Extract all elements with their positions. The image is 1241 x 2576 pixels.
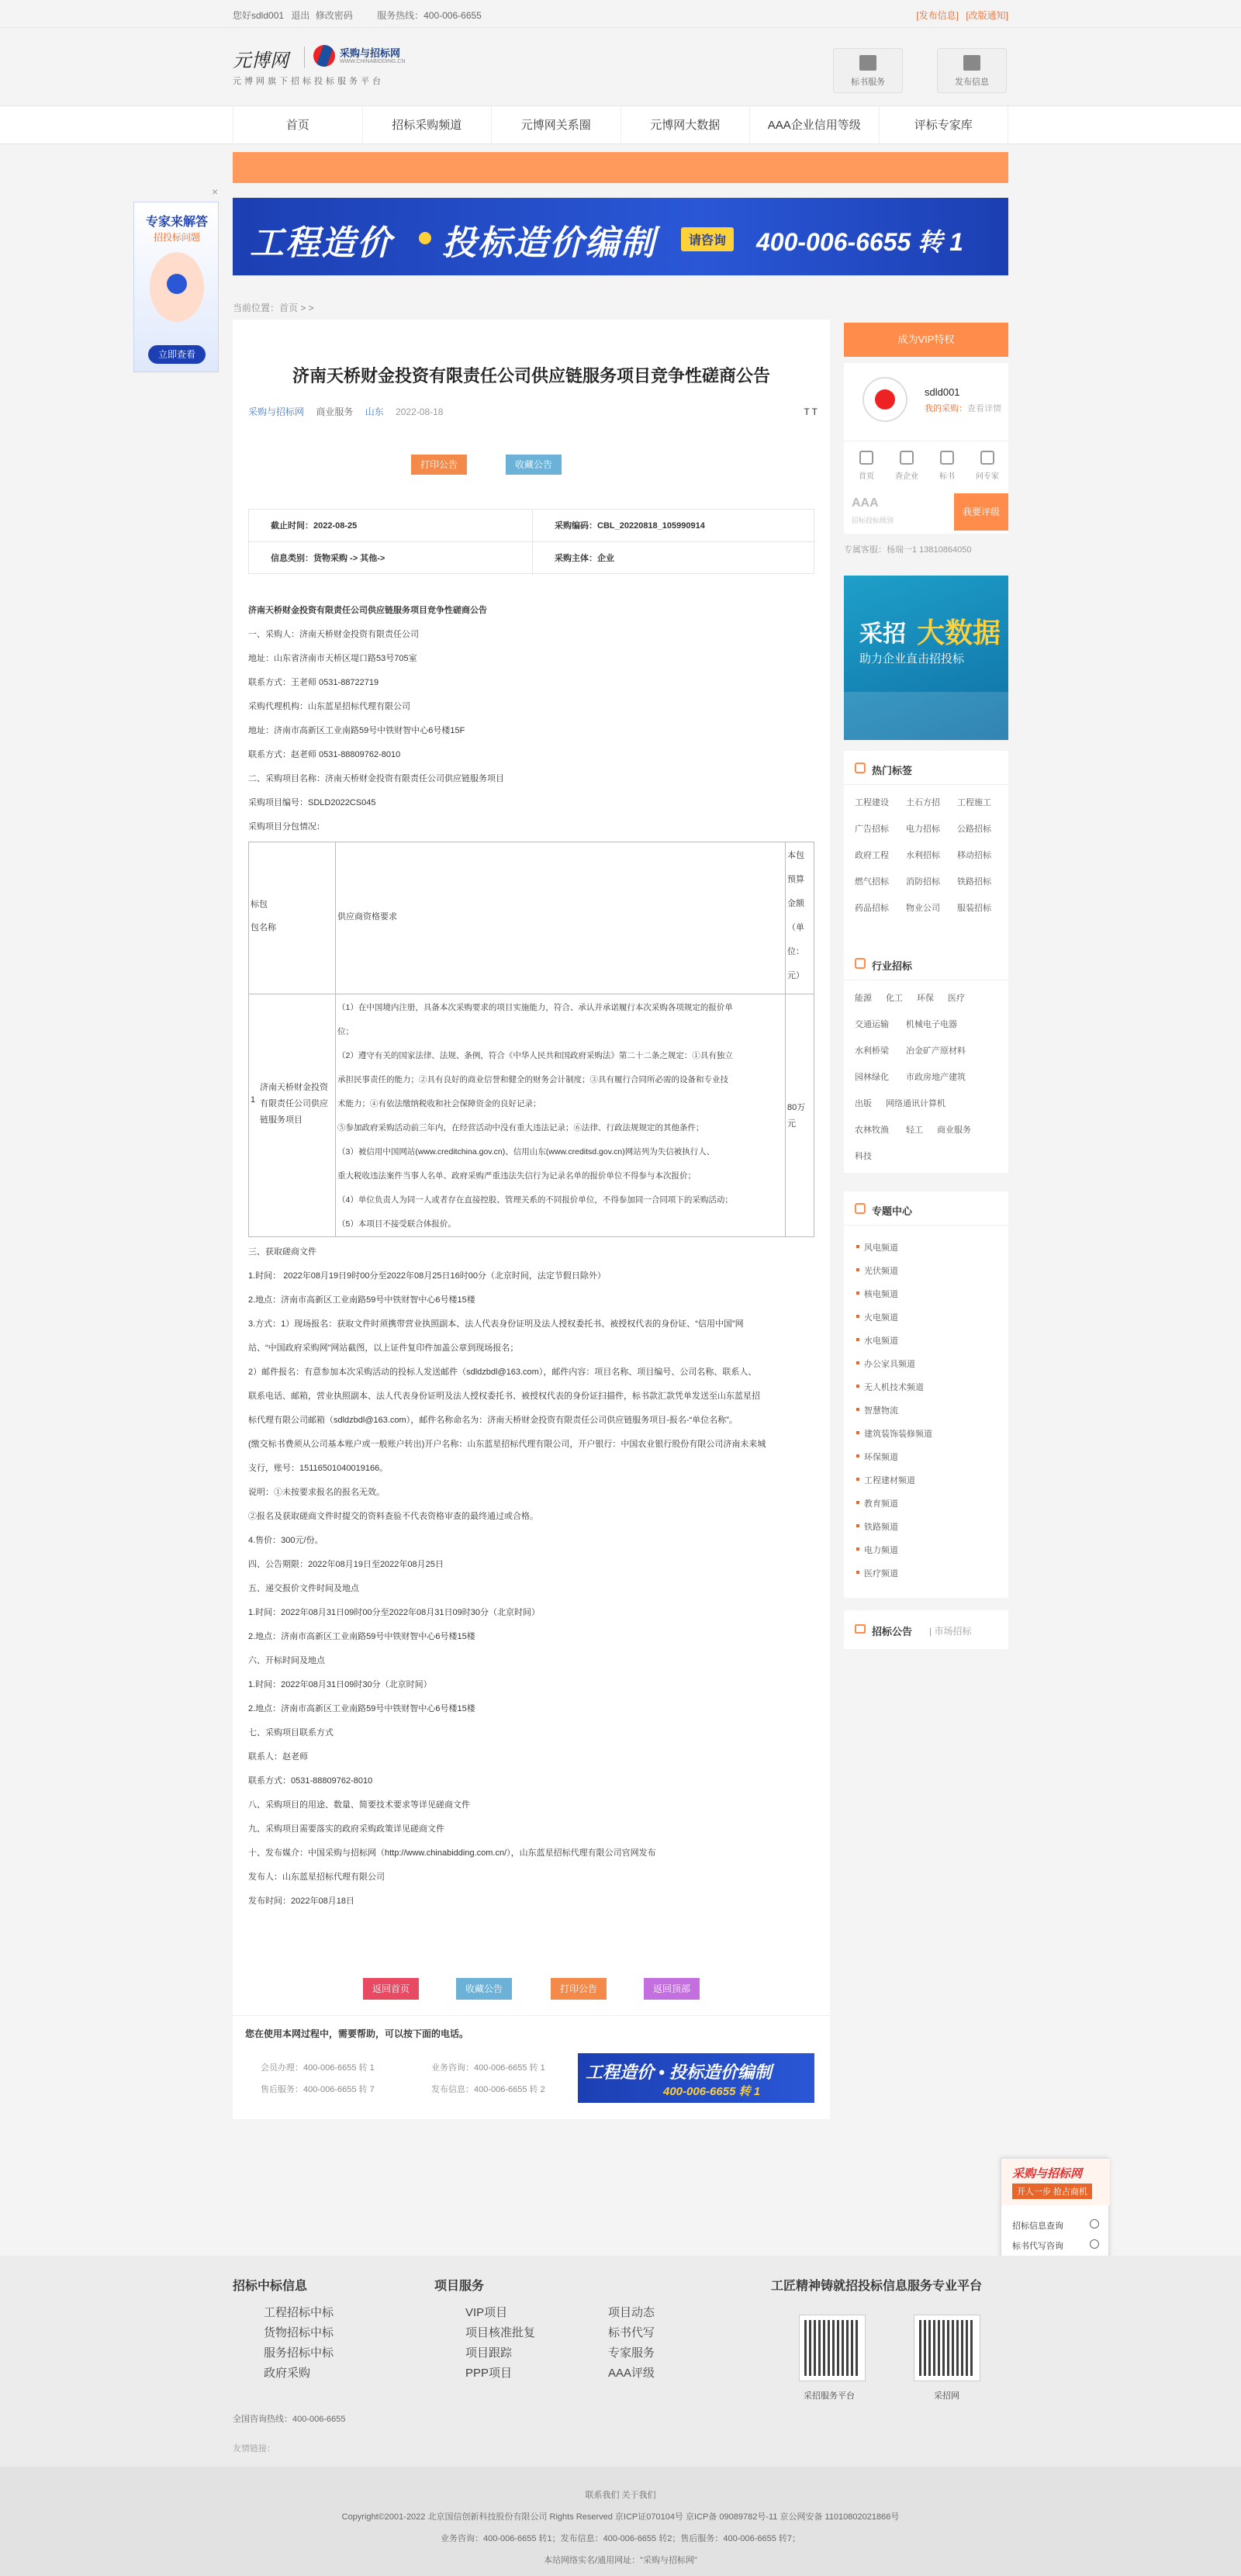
friend-links: 友情链接： bbox=[233, 2444, 275, 2453]
edit-icon bbox=[963, 55, 980, 71]
qr-pattern bbox=[804, 2320, 860, 2376]
body-line: 4.售价：300元/份。 bbox=[248, 1536, 323, 1545]
tab-company-label: 查企业 bbox=[895, 472, 918, 481]
bottom-print-button[interactable]: 打印公告 bbox=[551, 1978, 607, 2000]
subject-cell bbox=[533, 542, 614, 575]
budget-header-line: （单 bbox=[787, 923, 804, 932]
industry-tag[interactable]: 商业服务 bbox=[937, 1125, 971, 1135]
article-body-b bbox=[248, 1240, 814, 1914]
left-ad-title: 专家来解答 bbox=[145, 216, 208, 229]
industry-tag[interactable]: 水利桥梁 bbox=[855, 1046, 889, 1056]
rate-button[interactable]: 我要评级 bbox=[954, 493, 1008, 531]
header bbox=[0, 28, 1241, 105]
chinabidding-logo[interactable] bbox=[313, 43, 422, 68]
help-section bbox=[233, 2015, 830, 2119]
table-header-cell bbox=[336, 842, 786, 994]
nav-circle[interactable]: 元博网关系圈 bbox=[492, 106, 621, 145]
info-row bbox=[249, 510, 815, 542]
requirements-text bbox=[337, 996, 783, 1236]
hot-tag[interactable]: 铁路招标 bbox=[957, 877, 991, 887]
copyright-bar bbox=[0, 2467, 1241, 2576]
float-item-label: 招标信息查询 bbox=[1012, 2222, 1063, 2231]
special-topic[interactable]: 无人机技术频道 bbox=[864, 1381, 924, 1393]
tab-bid-doc[interactable] bbox=[928, 441, 966, 481]
req-line: 位； bbox=[337, 1027, 354, 1036]
industry-tag[interactable]: 农林牧渔 bbox=[855, 1125, 889, 1135]
footer-link[interactable]: AAA评级 bbox=[608, 2367, 655, 2380]
page-title: 济南天桥财金投资有限责任公司供应链服务项目竞争性磋商公告 bbox=[292, 366, 770, 386]
category-cell bbox=[249, 542, 385, 575]
left-ad-view-button[interactable]: 立即查看 bbox=[148, 345, 206, 364]
notice-tab[interactable]: 招标公告 bbox=[872, 1626, 913, 1637]
body-line: 1.时间： 2022年08月19日9时00分至2022年08月25日16时00分（北京时间，法定节假日除外） bbox=[248, 1271, 606, 1281]
change-notice-link[interactable]: [改版通知] bbox=[966, 10, 1008, 21]
footer-link[interactable]: 标书代写 bbox=[608, 2326, 655, 2339]
banner-title-2: 投标造价编制 bbox=[442, 224, 656, 262]
budget-header-line: 元） bbox=[787, 971, 804, 980]
req-line: （2）遵守有关的国家法律、法规、条例，符合《中华人民共和国政府采购法》第二十二条之规定：①具有独立 bbox=[337, 1051, 733, 1060]
budget-header-line: 金额 bbox=[787, 899, 804, 908]
industry-tag[interactable]: 园林绿化 bbox=[855, 1073, 889, 1082]
footer-link[interactable]: 货物招标中标 bbox=[264, 2326, 334, 2339]
body-line: 七、采购项目联系方式 bbox=[248, 1728, 334, 1738]
main-nav bbox=[0, 105, 1241, 144]
breadcrumb: 当前位置：首页 > > bbox=[233, 303, 314, 313]
font-size-toggle[interactable]: T T bbox=[804, 406, 818, 417]
logout-link[interactable]: 退出 bbox=[291, 10, 310, 21]
budget-value: 80万元 bbox=[787, 1103, 806, 1129]
body-line: 三、获取磋商文件 bbox=[248, 1247, 316, 1257]
user-sub bbox=[925, 402, 1001, 414]
footer-col1-title: 招标中标信息 bbox=[233, 2280, 308, 2293]
industry-tag[interactable]: 轻工 bbox=[906, 1125, 923, 1135]
special-topic[interactable]: 火电频道 bbox=[864, 1311, 898, 1323]
body-line: 五、递交报价文件时间及地点 bbox=[248, 1584, 359, 1593]
req-line: 重大税收违法案件当事人名单、政府采购严重违法失信行为记录名单的报价单位不得参与本次报价； bbox=[337, 1171, 696, 1181]
grid-icon bbox=[855, 1203, 866, 1214]
tab-home[interactable] bbox=[847, 441, 886, 481]
special-topic[interactable]: 核电频道 bbox=[864, 1288, 898, 1300]
bid-service-button[interactable] bbox=[833, 48, 903, 93]
float-item[interactable] bbox=[1012, 2219, 1063, 2232]
copy-line: Copyright©2001-2022 北京国信创新科技股份有限公司 Rights Reserved 京ICP证070104号 京ICP备 09089782号-11 京公网安备 11010802021866号 bbox=[341, 2512, 900, 2522]
footer-col2-title: 项目服务 bbox=[434, 2280, 485, 2293]
notice-tabs-box bbox=[844, 1610, 1008, 1649]
hot-tag[interactable]: 水利招标 bbox=[906, 851, 940, 860]
industry-tag[interactable]: 冶金矿产原材料 bbox=[906, 1046, 966, 1056]
post-info-link[interactable]: [发布信息] bbox=[916, 10, 959, 21]
req-line: 术能力；④有依法缴纳税收和社会保障资金的良好记录； bbox=[337, 1099, 541, 1108]
body-line: 二、采购项目名称：济南天桥财金投资有限责任公司供应链服务项目 bbox=[248, 774, 504, 783]
hot-tag[interactable]: 药品招标 bbox=[855, 904, 889, 913]
special-topics-box bbox=[844, 1191, 1008, 1598]
body-line: 发布人：山东蓝星招标代理有限公司 bbox=[248, 1872, 385, 1882]
special-topics-header bbox=[844, 1191, 1008, 1226]
article-body-a bbox=[248, 599, 814, 839]
logo-mark-icon bbox=[313, 45, 335, 67]
banner-phone: 400-006-6655 转 1 bbox=[756, 228, 963, 256]
help-banner-phone: 400-006-6655 转 1 bbox=[663, 2085, 761, 2098]
body-line: 一、采购人：济南天桥财金投资有限责任公司 bbox=[248, 630, 419, 639]
bigdata-ad-b: 大数据 bbox=[917, 617, 1001, 648]
special-topic[interactable]: 智慧物流 bbox=[864, 1404, 898, 1416]
hot-tag[interactable]: 电力招标 bbox=[906, 825, 940, 834]
nav-bigdata[interactable]: 元博网大数据 bbox=[621, 106, 751, 145]
body-line: 九、采购项目需要落实的政府采购政策详见磋商文件 bbox=[248, 1824, 444, 1834]
body-line: 1.时间：2022年08月31日09时00分至2022年08月31日09时30分（北京时间） bbox=[248, 1608, 540, 1617]
user-card bbox=[844, 363, 1008, 534]
special-topic[interactable]: 办公家具频道 bbox=[864, 1357, 915, 1370]
table-row bbox=[249, 994, 336, 1236]
industry-tag[interactable]: 医疗 bbox=[948, 994, 965, 1003]
special-topic[interactable]: 教育频道 bbox=[864, 1497, 898, 1509]
footer-col3-title: 工匠精神铸就招投标信息服务专业平台 bbox=[771, 2280, 983, 2293]
bigdata-ad[interactable] bbox=[844, 576, 1008, 740]
special-topic[interactable]: 建筑装饰装修频道 bbox=[864, 1427, 932, 1440]
req-line: （1）在中国境内注册，具备本次采购要求的项目实施能力，符合、承认并承诺履行本次采购各项规定的报价单 bbox=[337, 1003, 733, 1012]
greeting: 您好sdld001 bbox=[233, 10, 285, 21]
meta-date: 2022-08-18 bbox=[396, 406, 444, 417]
bid-service-label: 标书服务 bbox=[851, 78, 885, 87]
body-line: 2.地点：济南市高新区工业南路59号中铁财智中心6号楼15楼 bbox=[248, 1632, 475, 1641]
help-banner[interactable] bbox=[578, 2053, 814, 2103]
package-name bbox=[260, 1080, 328, 1129]
hot-tag[interactable]: 广告招标 bbox=[855, 825, 889, 834]
req-line: ⑤参加政府采购活动前三年内，在经营活动中没有重大违法记录；⑥法律、行政法规规定的其他条件； bbox=[337, 1123, 704, 1132]
body-line: 采购项目分包情况： bbox=[248, 822, 325, 832]
body-line: 济南天桥财金投资有限责任公司供应链服务项目竞争性磋商公告 bbox=[248, 606, 487, 615]
special-topic[interactable]: 水电频道 bbox=[864, 1334, 898, 1347]
user-tabs bbox=[844, 441, 1008, 487]
category-value: 货物采购 -> 其他-> bbox=[313, 554, 385, 563]
special-topic[interactable]: 铁路频道 bbox=[864, 1520, 898, 1533]
tab-company[interactable] bbox=[887, 441, 926, 481]
hot-tag[interactable]: 移动招标 bbox=[957, 851, 991, 860]
body-line: 六、开标时间及地点 bbox=[248, 1656, 325, 1665]
back-home-button[interactable]: 返回首页 bbox=[363, 1978, 419, 2000]
industry-header bbox=[844, 946, 1008, 980]
hot-tag[interactable]: 工程建设 bbox=[855, 798, 889, 807]
body-line: 地址：济南市高新区工业南路59号中铁财智中心6号楼15F bbox=[248, 726, 465, 735]
hot-tags-box bbox=[844, 751, 1008, 977]
special-topic[interactable]: 工程建材频道 bbox=[864, 1474, 915, 1486]
body-line: ②报名及获取磋商文件时提交的资料查验不代表资格审查的最终通过或合格。 bbox=[248, 1512, 538, 1521]
hot-tag[interactable]: 工程施工 bbox=[957, 798, 991, 807]
post-info-button[interactable] bbox=[937, 48, 1007, 93]
expert-icon bbox=[980, 451, 994, 465]
bigdata-ad-a: 采招 bbox=[859, 621, 906, 647]
logo-title: 采购与招标网 bbox=[340, 47, 401, 59]
subject-value: 企业 bbox=[597, 554, 614, 563]
bigdata-ad-c: 助力企业直击招投标 bbox=[859, 652, 965, 666]
info-row bbox=[249, 542, 815, 575]
tag-icon bbox=[855, 762, 866, 773]
floating-header bbox=[1001, 2159, 1110, 2205]
special-topic[interactable]: 光伏频道 bbox=[864, 1264, 898, 1277]
pen-icon bbox=[1090, 2239, 1099, 2249]
hot-tag[interactable]: 燃气招标 bbox=[855, 877, 889, 887]
body-line: (缴交标书费须从公司基本账户或一般账户转出)开户名称：山东蓝星招标代理有限公司，开户银行：中国农业银行股份有限公司济南未来城 bbox=[248, 1440, 766, 1449]
top-bar bbox=[0, 0, 1241, 28]
article-meta bbox=[248, 405, 452, 418]
body-line: 联系方式：王老师 0531-88722719 bbox=[248, 678, 379, 687]
package-name-line: 济南天桥财金投资 bbox=[260, 1083, 328, 1092]
floating-title: 采购与招标网 bbox=[1012, 2167, 1083, 2180]
expert-illustration-icon bbox=[150, 252, 204, 322]
package-table bbox=[248, 842, 814, 1237]
code-value: CBL_20220818_105990914 bbox=[597, 521, 705, 531]
market-tab[interactable]: | 市场招标 bbox=[929, 1626, 972, 1637]
table-header-cell bbox=[786, 842, 814, 994]
budget-header-line: 预算 bbox=[787, 875, 804, 884]
hot-tags-header bbox=[844, 751, 1008, 785]
body-line: 2.地点：济南市高新区工业南路59号中铁财智中心6号楼15楼 bbox=[248, 1295, 475, 1305]
body-line: 采购代理机构：山东蓝星招标代理有限公司 bbox=[248, 702, 410, 711]
float-item-label: 标书代写咨询 bbox=[1012, 2242, 1063, 2251]
hot-tag[interactable]: 政府工程 bbox=[855, 851, 889, 860]
package-name-line: 有限责任公司供应 bbox=[260, 1099, 328, 1108]
body-line: 地址：山东省济南市天桥区堤口路53号705室 bbox=[248, 654, 417, 663]
budget-header-line: 位： bbox=[787, 947, 804, 956]
special-topics-title: 专题中心 bbox=[872, 1205, 913, 1217]
footer-link[interactable]: 专家服务 bbox=[608, 2346, 655, 2360]
deadline-value: 2022-08-25 bbox=[313, 521, 358, 531]
table-header-budget bbox=[787, 844, 804, 988]
req-line: （4）单位负责人为同一人或者存在直接控股、管理关系的不同报价单位，不得参加同一合同项下的采购活动； bbox=[337, 1195, 733, 1205]
body-line: 十、发布媒介：中国采购与招标网（http://www.chinabidding.com.cn/），山东蓝星招标代理有限公司官网发布 bbox=[248, 1848, 656, 1858]
tab-bid-doc-label: 标书 bbox=[939, 472, 955, 481]
table-header-package: 标包 bbox=[251, 900, 268, 909]
req-line: （5）本项目不接受联合体报价。 bbox=[337, 1219, 456, 1229]
left-floating-ad[interactable] bbox=[133, 185, 219, 372]
package-name-line: 链服务项目 bbox=[260, 1115, 302, 1125]
qr-code-icon bbox=[799, 2315, 866, 2381]
footer-link[interactable]: 政府采购 bbox=[264, 2367, 311, 2380]
requirements-cell bbox=[336, 994, 786, 1236]
top-bar-right bbox=[916, 9, 1008, 22]
body-line: 联系方式：赵老师 0531-88809762-8010 bbox=[248, 750, 401, 759]
info-table bbox=[248, 509, 814, 574]
change-password-link[interactable]: 修改密码 bbox=[315, 10, 353, 21]
body-line: 标代理有限公司邮箱（sdldzbdl@163.com），邮件名称命名为：济南天桥财金投资有限责任公司供应链服务项目-报名-“单位名称”。 bbox=[248, 1416, 738, 1425]
slogan: 元博网旗下招标投标服务平台 bbox=[233, 77, 384, 86]
document-icon bbox=[940, 451, 954, 465]
tab-ask-expert[interactable] bbox=[968, 441, 1007, 481]
special-topic[interactable]: 风电频道 bbox=[864, 1241, 898, 1253]
logo-subtitle: WWW.CHINABIDDING.CN bbox=[340, 59, 406, 64]
banner-title-1: 工程造价 bbox=[250, 224, 392, 262]
body-line: 发布时间：2022年08月18日 bbox=[248, 1897, 354, 1906]
meta-source[interactable]: 采购与招标网 bbox=[248, 406, 305, 417]
body-line: 联系方式：0531-88809762-8010 bbox=[248, 1776, 373, 1786]
footer-link[interactable]: 项目核准批复 bbox=[465, 2326, 536, 2339]
bottom-favorite-button[interactable]: 收藏公告 bbox=[456, 1978, 512, 2000]
user-name: sdld001 bbox=[925, 386, 960, 398]
back-top-button[interactable]: 返回顶部 bbox=[644, 1978, 700, 2000]
help-banner-title: 工程造价 • 投标造价编制 bbox=[586, 2063, 772, 2082]
industry-tag[interactable]: 科技 bbox=[855, 1152, 872, 1161]
table-header-requirements: 供应商资格要求 bbox=[337, 912, 397, 921]
table-header-name: 包名称 bbox=[251, 923, 276, 932]
body-line: 2）邮件报名：有意参加本次采购活动的投标人发送邮件（sdldzbdl@163.com），邮件内容：项目名称、项目编号、公司名称、联系人、 bbox=[248, 1368, 757, 1377]
industry-tag[interactable]: 环保 bbox=[917, 994, 934, 1003]
body-line: 联系人：赵老师 bbox=[248, 1752, 308, 1762]
body-line: 支行，账号：15116501040019166。 bbox=[248, 1464, 389, 1473]
body-line: 采购项目编号：SDLD2022CS045 bbox=[248, 798, 376, 807]
nav-experts[interactable]: 评标专家库 bbox=[880, 106, 1009, 145]
req-line: 承担民事责任的能力；②具有良好的商业信誉和健全的财务会计制度；③具有履行合同所必需的设备和专业技 bbox=[337, 1075, 728, 1084]
body-line: 四、公告期限：2022年08月19日至2022年08月25日 bbox=[248, 1560, 444, 1569]
budget-header-line: 本包 bbox=[787, 851, 804, 860]
hot-tag[interactable]: 消防招标 bbox=[906, 877, 940, 887]
hot-tag[interactable]: 服装招标 bbox=[957, 904, 991, 913]
yuanbo-logo[interactable]: 元博网 bbox=[233, 50, 289, 71]
deadline-label: 截止时间： bbox=[271, 521, 313, 531]
credit-level-sub: 招标投标级别 bbox=[852, 517, 894, 524]
copy-line: 业务咨询：400-006-6655 转1；发布信息：400-006-6655 转2；售后服务：400-006-6655 转7； bbox=[440, 2534, 801, 2543]
vip-label: 成为VIP特权 bbox=[897, 334, 955, 345]
become-vip-button[interactable] bbox=[844, 323, 1008, 357]
footer-link[interactable]: 项目跟踪 bbox=[465, 2346, 513, 2360]
footer-link[interactable]: 服务招标中标 bbox=[264, 2346, 334, 2360]
footer-link[interactable]: 项目动态 bbox=[608, 2306, 655, 2319]
qr-label: 采招服务平台 bbox=[804, 2391, 855, 2401]
help-post: 发布信息：400-006-6655 转 2 bbox=[431, 2085, 545, 2094]
qr-pattern bbox=[919, 2320, 975, 2376]
special-topic[interactable]: 医疗频道 bbox=[864, 1567, 898, 1579]
body-line: 八、采购项目的用途、数量、简要技术要求等详见磋商文件 bbox=[248, 1800, 470, 1810]
favorite-button[interactable]: 收藏公告 bbox=[506, 455, 562, 475]
code-cell bbox=[533, 510, 705, 542]
floating-sub: 开人一步 抢占商机 bbox=[1012, 2184, 1092, 2199]
meta-region[interactable]: 山东 bbox=[365, 406, 384, 417]
package-number: 1 bbox=[251, 1095, 256, 1105]
credit-level: AAA bbox=[852, 496, 879, 510]
nav-credit-level[interactable]: AAA企业信用等级 bbox=[750, 106, 880, 145]
tab-ask-expert-label: 问专家 bbox=[976, 472, 999, 481]
help-business: 业务咨询：400-006-6655 转 1 bbox=[431, 2063, 545, 2073]
body-line: 说明：①未按要求报名的报名无效。 bbox=[248, 1488, 385, 1497]
article-panel bbox=[233, 320, 830, 2119]
document-icon bbox=[859, 55, 876, 71]
industry-tag[interactable]: 交通运输 bbox=[855, 1020, 889, 1029]
nav-bidding-channel[interactable]: 招标采购频道 bbox=[363, 106, 493, 145]
industry-tag[interactable]: 化工 bbox=[886, 994, 903, 1003]
copy-links[interactable]: 联系我们 关于我们 bbox=[585, 2491, 656, 2500]
left-ad-subtitle: 招投标问题 bbox=[153, 232, 200, 243]
float-item[interactable] bbox=[1012, 2239, 1063, 2252]
industry-box bbox=[844, 946, 1008, 1173]
hot-tag[interactable]: 公路招标 bbox=[957, 825, 991, 834]
tab-home-label: 首页 bbox=[859, 472, 874, 481]
service-contact: 专属客服：杨瑞一1 13810864050 bbox=[844, 545, 972, 555]
footer-link[interactable]: VIP项目 bbox=[465, 2306, 508, 2319]
my-purchase-label: 我的采购： bbox=[925, 404, 967, 413]
industry-tag[interactable]: 能源 bbox=[855, 994, 872, 1003]
qr-label: 采招网 bbox=[934, 2391, 959, 2401]
help-member: 会员办理：400-006-6655 转 1 bbox=[261, 2063, 375, 2073]
industry-icon bbox=[855, 958, 866, 969]
body-line: 1.时间：2022年08月31日09时30分（北京时间） bbox=[248, 1680, 432, 1689]
industry-tag[interactable]: 机械电子电器 bbox=[906, 1020, 957, 1029]
nav-home[interactable]: 首页 bbox=[233, 106, 363, 145]
code-label: 采购编码： bbox=[555, 521, 597, 531]
company-icon bbox=[900, 451, 914, 465]
industry-tag[interactable]: 市政房地产建筑 bbox=[906, 1073, 966, 1082]
banner-dot-icon bbox=[419, 232, 431, 244]
industry-tag[interactable]: 出版 bbox=[855, 1099, 872, 1108]
view-detail-link[interactable]: 查看详情 bbox=[967, 404, 1001, 413]
industry-title: 行业招标 bbox=[872, 960, 913, 972]
hot-tags-title: 热门标签 bbox=[872, 765, 913, 776]
category-label: 信息类别： bbox=[271, 554, 313, 563]
deadline-cell bbox=[249, 510, 357, 542]
body-line: 联系电话、邮箱，营业执照副本、法人代表身份证明及法人授权委托书、被授权代表的身份证扫描件，标书款汇款凭单发送至山东蓝星招 bbox=[248, 1392, 760, 1401]
hot-tag[interactable]: 物业公司 bbox=[906, 904, 940, 913]
banner-call-badge: 请咨询 bbox=[681, 227, 734, 251]
logo-divider bbox=[304, 47, 305, 68]
search-icon bbox=[1090, 2219, 1099, 2228]
body-line: 站、“中国政府采购网”网站截图，以上证件复印件加盖公章到现场报名； bbox=[248, 1343, 519, 1353]
table-header-cell bbox=[249, 842, 336, 994]
special-topic[interactable]: 环保频道 bbox=[864, 1451, 898, 1463]
budget-cell bbox=[786, 994, 814, 1236]
cost-banner[interactable] bbox=[233, 198, 1008, 275]
speaker-icon bbox=[855, 1624, 866, 1634]
special-topic[interactable]: 电力频道 bbox=[864, 1544, 898, 1556]
copy-line: 本站网络实名/通用网址："采购与招标网" bbox=[544, 2556, 697, 2565]
body-line: 3.方式：1）现场报名：获取文件时须携带营业执照副本、法人代表身份证明及法人授权委托书、被授权代表的身份证、“信用中国”网 bbox=[248, 1319, 744, 1329]
meta-category: 商业服务 bbox=[316, 406, 354, 417]
orange-ad-bar[interactable] bbox=[233, 152, 1008, 183]
chart-illustration-icon bbox=[844, 692, 1008, 740]
body-line: 2.地点：济南市高新区工业南路59号中铁财智中心6号楼15楼 bbox=[248, 1704, 475, 1713]
print-button[interactable]: 打印公告 bbox=[411, 455, 467, 475]
industry-tag[interactable]: 网络通讯计算机 bbox=[886, 1099, 945, 1108]
avatar[interactable] bbox=[862, 377, 907, 422]
req-line: （3）被信用中国网站(www.creditchina.gov.cn)、信用山东(www.creditsd.gov.cn)网站列为失信被执行人、 bbox=[337, 1147, 715, 1157]
close-icon[interactable]: × bbox=[212, 185, 219, 198]
top-bar-left bbox=[233, 9, 486, 22]
qr-code-icon bbox=[914, 2315, 980, 2381]
help-title: 您在使用本网过程中，需要帮助，可以按下面的电话。 bbox=[245, 2028, 469, 2039]
post-info-label: 发布信息 bbox=[955, 78, 989, 87]
home-icon bbox=[859, 451, 873, 465]
subject-label: 采购主体： bbox=[555, 554, 597, 563]
hotline-text: 服务热线：400-006-6655 bbox=[377, 10, 482, 21]
footer-link[interactable]: 工程招标中标 bbox=[264, 2306, 334, 2319]
footer-link[interactable]: PPP项目 bbox=[465, 2367, 513, 2380]
footer-hotline: 全国咨询热线：400-006-6655 bbox=[233, 2415, 346, 2424]
help-aftersale: 售后服务：400-006-6655 转 7 bbox=[261, 2085, 375, 2094]
hot-tag[interactable]: 土石方招 bbox=[906, 798, 940, 807]
